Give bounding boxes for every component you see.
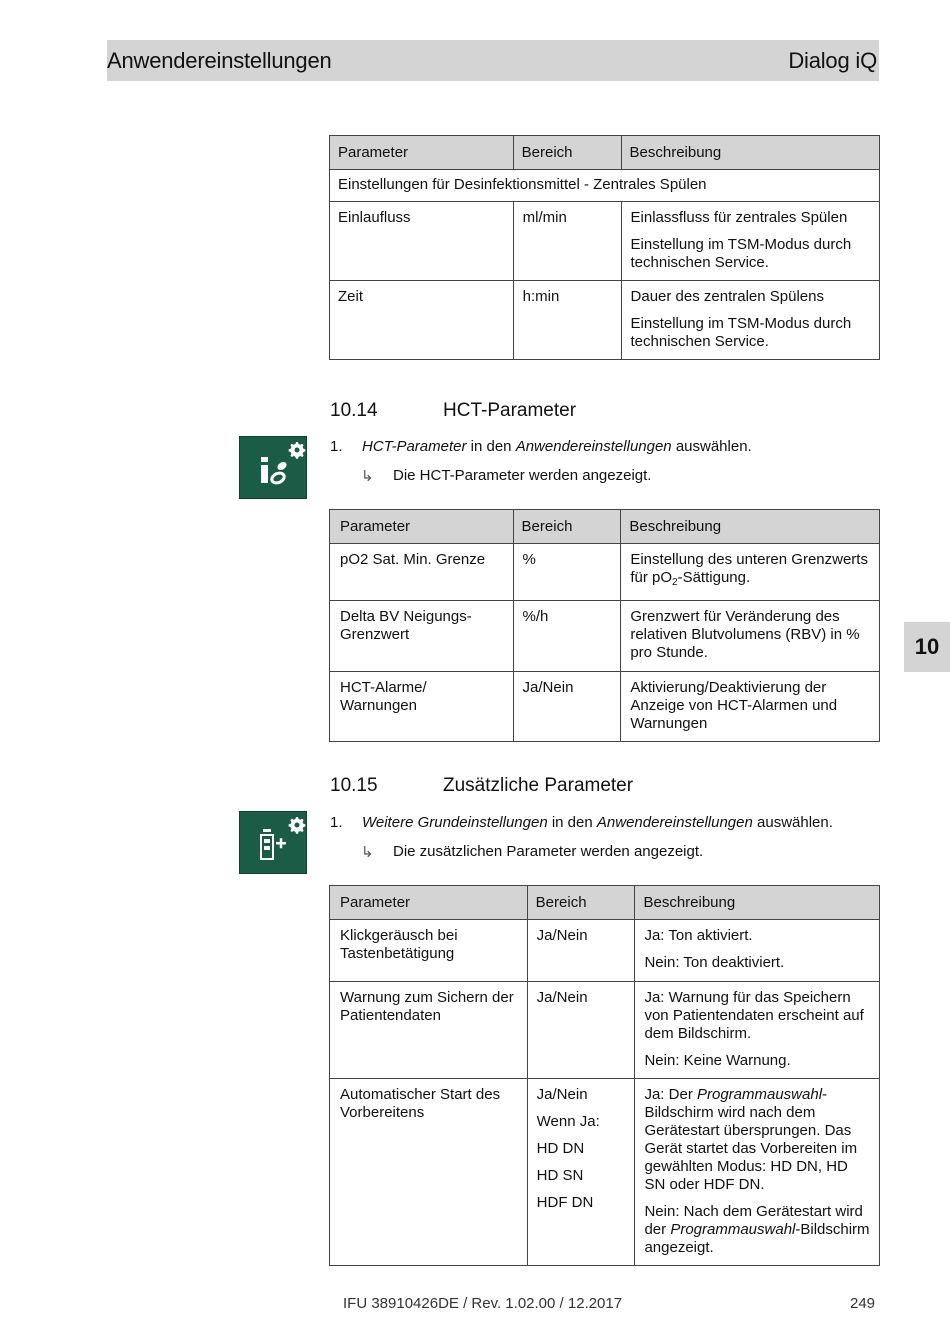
step-ui-term: Anwendereinstellungen — [596, 814, 753, 831]
instruction-step — [330, 814, 833, 831]
desc-ui-term: Programmauswahl — [670, 1221, 796, 1238]
col-header-description: Beschreibung — [621, 136, 879, 170]
group-label: Einstellungen für Desinfektionsmittel - Zentrales Spülen — [330, 170, 880, 202]
desc-text: Ja: Der — [644, 1086, 697, 1103]
range-option: HD SN — [536, 1167, 584, 1184]
table-header-row — [330, 510, 880, 544]
table-row — [330, 202, 880, 281]
section-heading — [330, 400, 576, 422]
table-row — [330, 920, 880, 982]
cell-range — [527, 1079, 635, 1266]
desc-line: Nein: Ton deaktiviert. — [644, 954, 785, 971]
cell-description — [621, 281, 879, 360]
table-row — [330, 281, 880, 360]
step-result — [361, 843, 703, 861]
table-row — [330, 601, 880, 672]
cell-parameter: Einlaufluss — [330, 202, 514, 281]
cell-description: Grenzwert für Veränderung des relativen Blutvolumens (RBV) in % pro Stunde. — [621, 601, 880, 672]
cell-description — [635, 1079, 880, 1266]
footer-doc-reference: IFU 38910426DE / Rev. 1.02.00 / 12.2017 — [343, 1295, 623, 1312]
step-number: 1. — [330, 814, 343, 831]
desc-line: Ja: Ton aktiviert. — [644, 927, 753, 944]
cell-parameter: Automatischer Start des Vorbereitens — [330, 1079, 528, 1266]
cell-range: ml/min — [513, 202, 621, 281]
desc-text: Einstellung des unteren Grenzwerts für pO — [630, 551, 868, 586]
hct-settings-icon — [239, 436, 307, 499]
cell-parameter: HCT-Alarme/ Warnungen — [330, 672, 514, 742]
cell-parameter: Warnung zum Sichern der Patientendaten — [330, 982, 528, 1079]
desc-line — [644, 1203, 870, 1257]
cell-range: Ja/Nein — [513, 672, 621, 742]
table-row — [330, 982, 880, 1079]
table-row — [330, 544, 880, 601]
range-option: HDF DN — [536, 1194, 594, 1211]
step-text-part: in den — [466, 438, 516, 455]
section-number: 10.14 — [330, 400, 378, 421]
step-text-part: auswählen. — [752, 814, 833, 831]
page-header — [107, 40, 879, 81]
desc-text: -Bildschirm wird nach dem Gerätestart übersprungen. Das Gerät startet das Vorbereiten im gewählten Modus: HD DN, HD SN oder HDF DN. — [644, 1086, 858, 1193]
col-header-range: Bereich — [513, 510, 621, 544]
desc-line: Nein: Keine Warnung. — [644, 1052, 791, 1069]
range-option: Ja/Nein — [536, 1086, 588, 1103]
cell-range: % — [513, 544, 621, 601]
range-option: Wenn Ja: — [536, 1113, 600, 1130]
step-ui-term: HCT-Parameter — [362, 438, 467, 455]
cell-description — [621, 202, 879, 281]
cell-parameter: pO2 Sat. Min. Grenze — [330, 544, 514, 601]
desc-text: Nein: Nach dem Gerätestart wird der — [644, 1203, 863, 1238]
header-title: Anwendereinstellungen — [107, 47, 332, 73]
col-header-parameter: Parameter — [330, 510, 514, 544]
header-product: Dialog iQ — [788, 47, 877, 73]
col-header-description: Beschreibung — [621, 510, 880, 544]
cell-range: Ja/Nein — [527, 982, 635, 1079]
desc-line: Einstellung im TSM-Modus durch technischen Service. — [630, 236, 852, 271]
cell-parameter: Delta BV Neigungs-Grenzwert — [330, 601, 514, 672]
cell-range: Ja/Nein — [527, 920, 635, 982]
desc-line: Einlassfluss für zentrales Spülen — [630, 209, 848, 226]
result-arrow-icon: ↳ — [361, 468, 374, 485]
chapter-tab: 10 — [904, 622, 950, 672]
cell-description — [621, 544, 880, 601]
table-row — [330, 672, 880, 742]
instruction-step — [330, 438, 752, 455]
cell-parameter: Klickgeräusch bei Tastenbetätigung — [330, 920, 528, 982]
cell-description — [635, 982, 880, 1079]
desc-line: Dauer des zentralen Spülens — [630, 288, 824, 305]
result-text: Die zusätzlichen Parameter werden angezeigt. — [393, 843, 704, 860]
disinfectant-table — [329, 135, 880, 360]
cell-description: Aktivierung/Deaktivierung der Anzeige von HCT-Alarmen und Warnungen — [621, 672, 880, 742]
section-title: HCT-Parameter — [443, 400, 577, 421]
hct-parameter-table — [329, 509, 880, 742]
step-result — [361, 467, 651, 485]
table-row — [330, 1079, 880, 1266]
step-text-part: in den — [547, 814, 597, 831]
desc-subscript: 2 — [672, 577, 678, 588]
desc-line: Einstellung im TSM-Modus durch technischen Service. — [630, 315, 852, 350]
table-header-row — [330, 886, 880, 920]
col-header-description: Beschreibung — [635, 886, 880, 920]
cell-parameter: Zeit — [330, 281, 514, 360]
additional-parameters-icon — [239, 811, 307, 874]
col-header-range: Bereich — [513, 136, 621, 170]
desc-line: Ja: Warnung für das Speichern von Patientendaten erscheint auf dem Bildschirm. — [644, 989, 864, 1042]
result-text: Die HCT-Parameter werden angezeigt. — [393, 467, 652, 484]
step-ui-term: Weitere Grundeinstellungen — [362, 814, 548, 831]
section-number: 10.15 — [330, 775, 378, 796]
desc-ui-term: Programmauswahl — [696, 1086, 823, 1103]
col-header-parameter: Parameter — [330, 136, 514, 170]
step-number: 1. — [330, 438, 343, 455]
cell-range: h:min — [513, 281, 621, 360]
range-option: HD DN — [536, 1140, 585, 1157]
table-group-row — [330, 170, 880, 202]
desc-text: -Bildschirm angezeigt. — [644, 1221, 870, 1256]
desc-text: -Sättigung. — [677, 569, 751, 586]
additional-parameter-table — [329, 885, 880, 1266]
cell-range: %/h — [513, 601, 621, 672]
col-header-range: Bereich — [527, 886, 635, 920]
col-header-parameter: Parameter — [330, 886, 528, 920]
table-header-row — [330, 136, 880, 170]
page-number: 249 — [850, 1295, 876, 1312]
section-title: Zusätzliche Parameter — [443, 775, 634, 796]
cell-description — [635, 920, 880, 982]
step-text-part: auswählen. — [671, 438, 752, 455]
step-text — [362, 438, 752, 455]
step-text — [362, 814, 833, 831]
step-ui-term: Anwendereinstellungen — [515, 438, 672, 455]
result-arrow-icon: ↳ — [361, 844, 374, 861]
desc-line — [644, 1086, 870, 1194]
section-heading — [330, 775, 633, 797]
